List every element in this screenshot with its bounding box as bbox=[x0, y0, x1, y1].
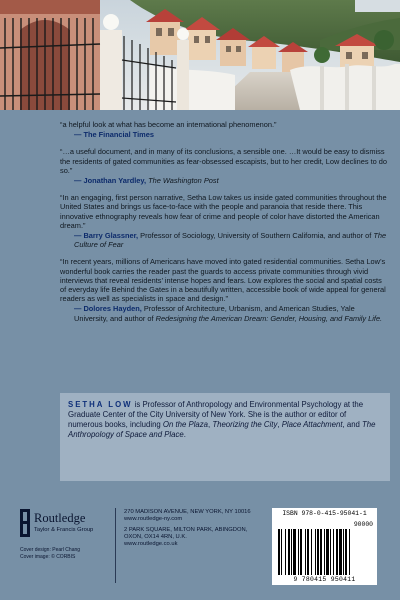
reviewer-credit-title: The Washington Post bbox=[148, 176, 219, 186]
publisher-group: Taylor & Francis Group bbox=[34, 527, 94, 533]
separator: , bbox=[277, 420, 282, 429]
review-attribution bbox=[60, 130, 390, 139]
cover-design-credit: Cover design: Pearl Chang bbox=[20, 547, 81, 553]
uk-street: 2 PARK SQUARE, MILTON PARK, ABINGDON, bbox=[124, 527, 248, 533]
author-name: SETHA LOW bbox=[68, 400, 133, 409]
review-quote: “…a useful document, and in many of its conclusions, a sensible one. …It would be easy to dismiss the residents of gated communities as fear-obsessed escapists, but to her credit, Low declines to do so.” bbox=[60, 147, 388, 175]
reviewer-name: — The Financial Times bbox=[74, 130, 154, 139]
gated-community-photo bbox=[0, 0, 400, 110]
review-glassner bbox=[60, 193, 390, 249]
review-attribution bbox=[60, 176, 390, 185]
footer-divider bbox=[115, 508, 116, 583]
us-street: 270 MADISON AVENUE, NEW YORK, NY 10016 bbox=[124, 509, 251, 515]
review-quote: “a helpful look at what has become an international phenomenon.” bbox=[60, 120, 277, 129]
book-title: Place Attachment bbox=[281, 420, 343, 429]
separator: , and bbox=[342, 420, 363, 429]
review-quote: “In recent years, millions of Americans have moved into gated residential communities. Setha Low’s wonderful book carries the reader past the guards to access private communities through vivid interviews that reveal residents’ intense hopes and fears. Low explores the social and spatial costs of everyday life Behind the Gates in a beautifully written, accessible book of wide appeal for general readers as well as specialists in space and design.” bbox=[60, 257, 386, 304]
reviewer-name: — Jonathan Yardley, bbox=[74, 176, 146, 185]
isbn-barcode-box bbox=[272, 508, 377, 585]
author-bio-box bbox=[60, 393, 390, 481]
reviewer-credit: Professor of Architecture, Urbanism, and American Studies, Yale University, and author of bbox=[74, 304, 355, 323]
cover-image-credit: Cover image: © CORBIS bbox=[20, 553, 76, 560]
reviewer-credit-title: Redesigning the American Dream: Gender, Housing, and Family Life. bbox=[155, 313, 383, 323]
reviewer-name: — Dolores Hayden, bbox=[74, 304, 142, 313]
us-address bbox=[124, 509, 274, 523]
book-title: The Anthropology of Space and Place bbox=[68, 420, 376, 439]
isbn-label: ISBN 978-0-415-95041-1 bbox=[282, 510, 367, 517]
publisher-name: Routledge bbox=[34, 511, 86, 525]
uk-website: www.routledge.co.uk bbox=[124, 541, 178, 547]
book-title: On the Plaza bbox=[162, 420, 208, 429]
price-code: 90000 bbox=[353, 521, 373, 528]
reviewer-name: — Barry Glassner, bbox=[74, 231, 138, 240]
us-website: www.routledge-ny.com bbox=[124, 516, 183, 522]
barcode-number: 9 780415 950411 bbox=[293, 576, 356, 583]
review-hayden bbox=[60, 257, 390, 322]
routledge-logo-icon bbox=[20, 509, 30, 537]
uk-city: OXON, OX14 4RN, U.K. bbox=[124, 534, 187, 540]
uk-address bbox=[124, 527, 274, 548]
review-quote: “In an engaging, first person narrative, Setha Low takes us inside gated communities throughout the United States and brings us face-to-face with the people and paranoia that reside there. This innovative ethnography reveals how fear of crime and people of color have distorted the American dream.” bbox=[60, 193, 387, 230]
review-financial-times bbox=[60, 120, 390, 139]
sentence-end: . bbox=[183, 430, 186, 439]
reviewer-credit-title: The Culture of Fear bbox=[74, 231, 387, 250]
review-attribution bbox=[60, 304, 390, 322]
book-title: Theorizing the City bbox=[212, 420, 278, 429]
reviewer-credit: Professor of Sociology, University of Southern California, and author of bbox=[138, 231, 374, 241]
publisher-addresses bbox=[124, 509, 274, 552]
review-yardley bbox=[60, 147, 390, 185]
separator: , bbox=[208, 420, 213, 429]
barcode-icon bbox=[278, 529, 371, 575]
reviews-section bbox=[60, 120, 390, 331]
cover-credits bbox=[20, 547, 80, 560]
author-bio-text: is Professor of Anthropology and Environmental Psychology at the Graduate Center of the City University of New York. She is the author or editor of numerous books, including bbox=[68, 400, 364, 429]
review-attribution bbox=[60, 231, 390, 249]
